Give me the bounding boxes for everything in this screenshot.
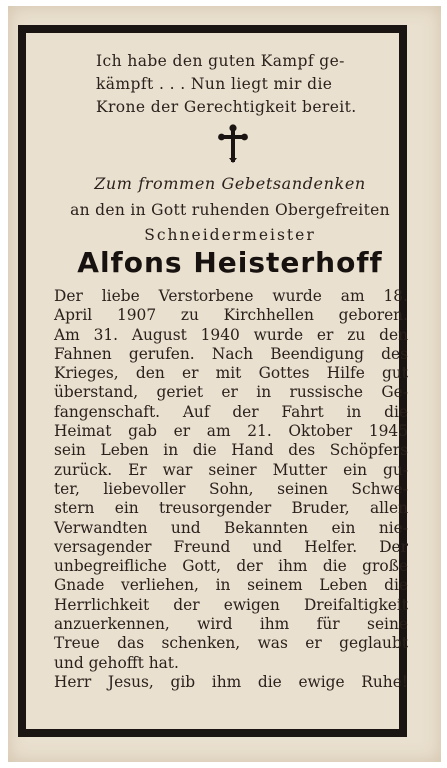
text-line: Krieges, den er mit Gottes Hilfe gut [54,364,408,383]
text-line: Verwandten und Bekannten ein nie- [54,518,408,537]
text-line: überstand, geriet er in russische Ge- [54,383,408,402]
dedication-profession: Schneidermeister [144,226,316,244]
text-line: und gehofft hat. [54,653,179,672]
deceased-name: Alfons Heisterhoff [77,246,383,279]
text-line: versagender Freund und Helfer. Der [54,537,408,556]
text-line: April 1907 zu Kirchhellen geboren. [54,306,408,325]
closing-prayer: Herr Jesus, gib ihm die ewige Ruhe! [54,672,408,691]
text-line: fangenschaft. Auf der Fahrt in die [54,402,408,421]
verse-line: Krone der Gerechtigkeit bereit. [96,98,357,116]
text-line: Am 31. August 1940 wurde er zu den [54,325,408,344]
text-line: Gnade verliehen, in seinem Leben die [54,576,408,595]
bible-verse [96,50,406,119]
verse-line: kämpft . . . Nun liegt mir die [96,75,333,93]
verse-line: Ich habe den guten Kampf ge- [96,52,345,70]
cross-icon [218,124,248,164]
text-line: Treue das schenken, was er geglaubt [54,634,408,653]
text-line: Heimat gab er am 21. Oktober 1945 [54,422,408,441]
text-line: stern ein treusorgender Bruder, allen [54,499,408,518]
text-line: unbegreifliche Gott, der ihm die große [54,557,408,576]
biography-text [54,287,408,692]
text-line: Fahnen gerufen. Nach Beendigung des [54,344,408,363]
text-line: Herrlichkeit der ewigen Dreifaltigkeit [54,595,408,614]
text-line: sein Leben in die Hand des Schöpfers [54,441,408,460]
text-line: ter, liebevoller Sohn, seinen Schwe- [54,479,408,498]
text-line: zurück. Er war seiner Mutter ein gu- [54,460,408,479]
dedication-heading: Zum frommen Gebetsandenken [94,174,366,193]
dedication-rank: an den in Gott ruhenden Obergefreiten [70,201,390,219]
text-line: Der liebe Verstorbene wurde am 18. [54,287,408,305]
text-line: anzuerkennen, wird ihm für seine [54,615,408,634]
